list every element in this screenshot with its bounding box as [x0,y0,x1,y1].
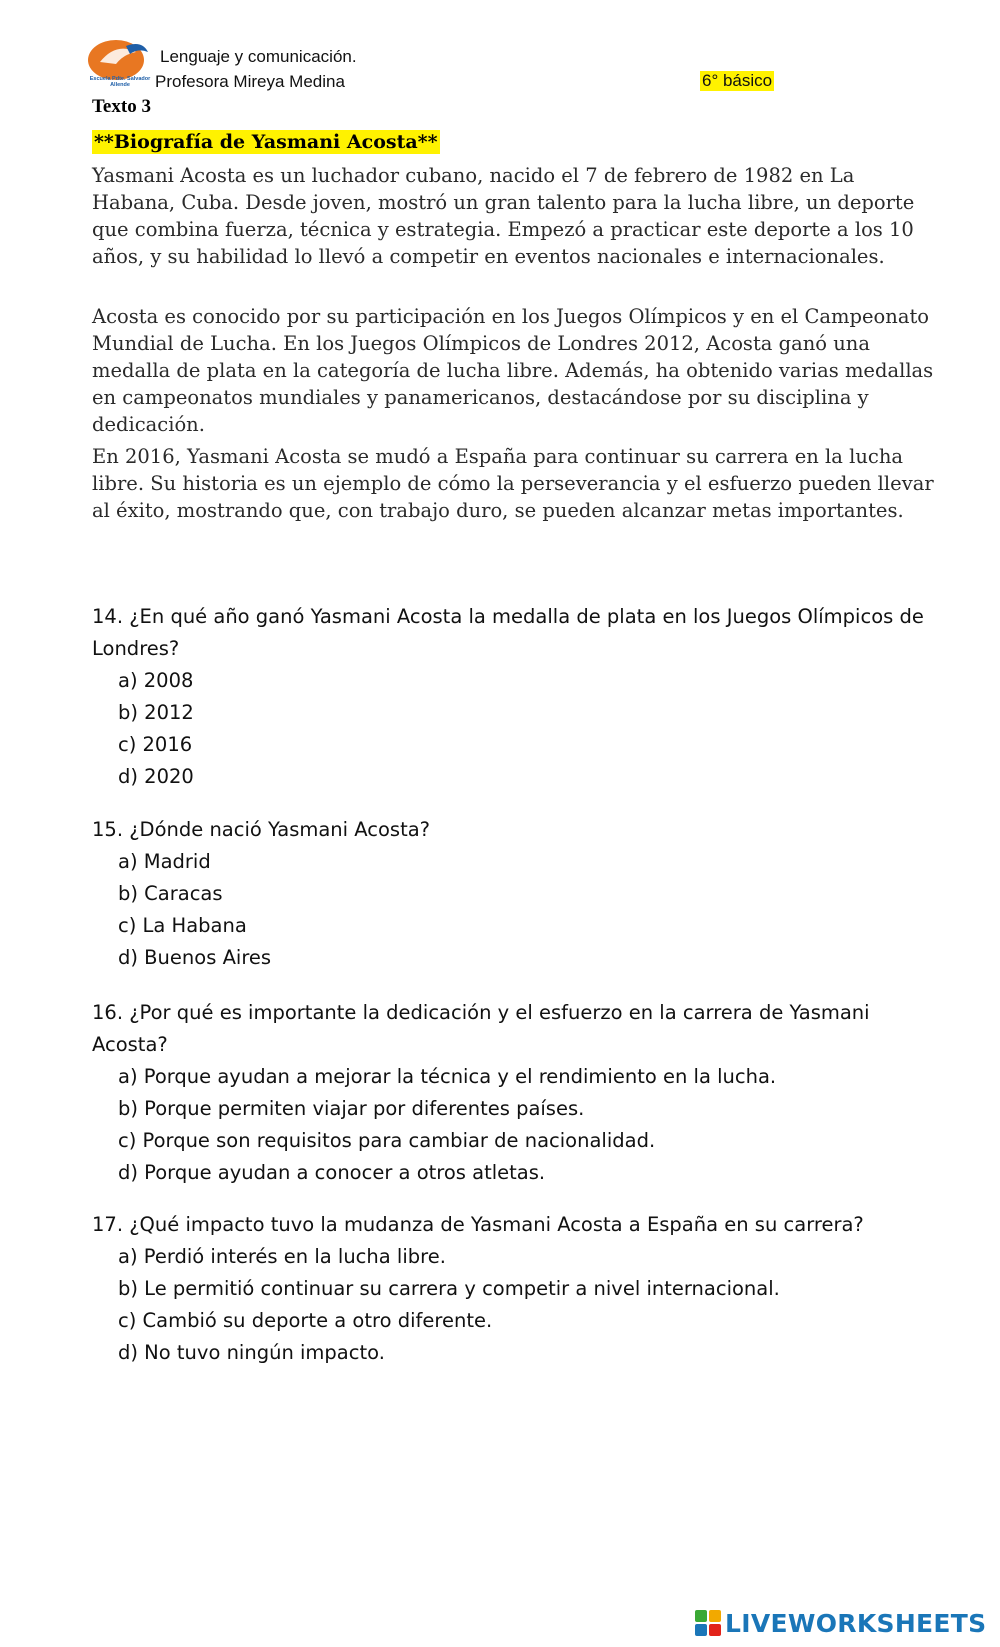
answer-option[interactable]: b) Le permitió continuar su carrera y competir a nivel internacional. [118,1277,780,1300]
question-16 [92,997,942,1189]
subject-label: Lenguaje y comunicación. [160,47,357,66]
answer-option[interactable]: d) Porque ayudan a conocer a otros atletas. [118,1161,546,1184]
question-14 [92,601,942,793]
question-stem: 15. ¿Dónde nació Yasmani Acosta? [92,818,431,841]
answer-option[interactable]: d) 2020 [118,765,194,788]
answer-option[interactable]: c) 2016 [118,733,193,756]
answer-option[interactable]: b) Caracas [118,882,223,905]
answer-option[interactable]: a) Madrid [118,850,211,873]
school-logo [86,38,152,104]
liveworksheets-logo[interactable] [695,1606,986,1640]
question-17 [92,1209,942,1369]
answer-option[interactable]: c) La Habana [118,914,247,937]
section-label: Texto 3 [92,96,151,117]
question-stem: 14. ¿En qué año ganó Yasmani Acosta la medalla de plata en los Juegos Olímpicos de Londres? [92,605,924,660]
paragraph-3: En 2016, Yasmani Acosta se mudó a España para continuar su carrera en la lucha libre. Su historia es un ejemplo de cómo la perseverancia y el esfuerzo pueden llevar al éxito, mostrando que, con trabajo duro, se pueden alcanzar metas importantes. [92,445,934,522]
question-stem: 17. ¿Qué impacto tuvo la mudanza de Yasmani Acosta a España en su carrera? [92,1213,864,1236]
page-title: **Biografía de Yasmani Acosta** [94,131,438,153]
logo-text: Escuela Pdte. Salvador Allende [89,76,151,88]
question-15 [92,814,942,974]
teacher-label: Profesora Mireya Medina [155,72,345,91]
brand-label: LIVEWORKSHEETS [725,1608,987,1638]
answer-option[interactable]: a) Porque ayudan a mejorar la técnica y el rendimiento en la lucha. [118,1065,777,1088]
answer-option[interactable]: c) Cambió su deporte a otro diferente. [118,1309,493,1332]
answer-option[interactable]: a) 2008 [118,669,194,692]
answer-option[interactable]: c) Porque son requisitos para cambiar de nacionalidad. [118,1129,656,1152]
answer-option[interactable]: b) 2012 [118,701,194,724]
liveworksheets-icon [695,1610,721,1636]
grade-label: 6° básico [702,71,773,90]
paragraph-1: Yasmani Acosta es un luchador cubano, nacido el 7 de febrero de 1982 en La Habana, Cuba. Desde joven, mostró un gran talento para la lucha libre, un deporte que combina fuerza, técnica y estrategia. Empezó a practicar este deporte a los 10 años, y su habilidad lo llevó a competir en eventos nacionales e internacionales. [92,164,915,268]
answer-option[interactable]: d) No tuvo ningún impacto. [118,1341,385,1364]
paragraph-2: Acosta es conocido por su participación en los Juegos Olímpicos y en el Campeonato Mundial de Lucha. En los Juegos Olímpicos de Londres 2012, Acosta ganó una medalla de plata en la categoría de lucha libre. Además, ha obtenido varias medallas en campeonatos mundiales y panamericanos, destacándose por su disciplina y dedicación. [92,305,934,436]
answer-option[interactable]: b) Porque permiten viajar por diferentes países. [118,1097,585,1120]
answer-option[interactable]: a) Perdió interés en la lucha libre. [118,1245,446,1268]
answer-option[interactable]: d) Buenos Aires [118,946,272,969]
question-stem: 16. ¿Por qué es importante la dedicación y el esfuerzo en la carrera de Yasmani Acosta? [92,1001,870,1056]
